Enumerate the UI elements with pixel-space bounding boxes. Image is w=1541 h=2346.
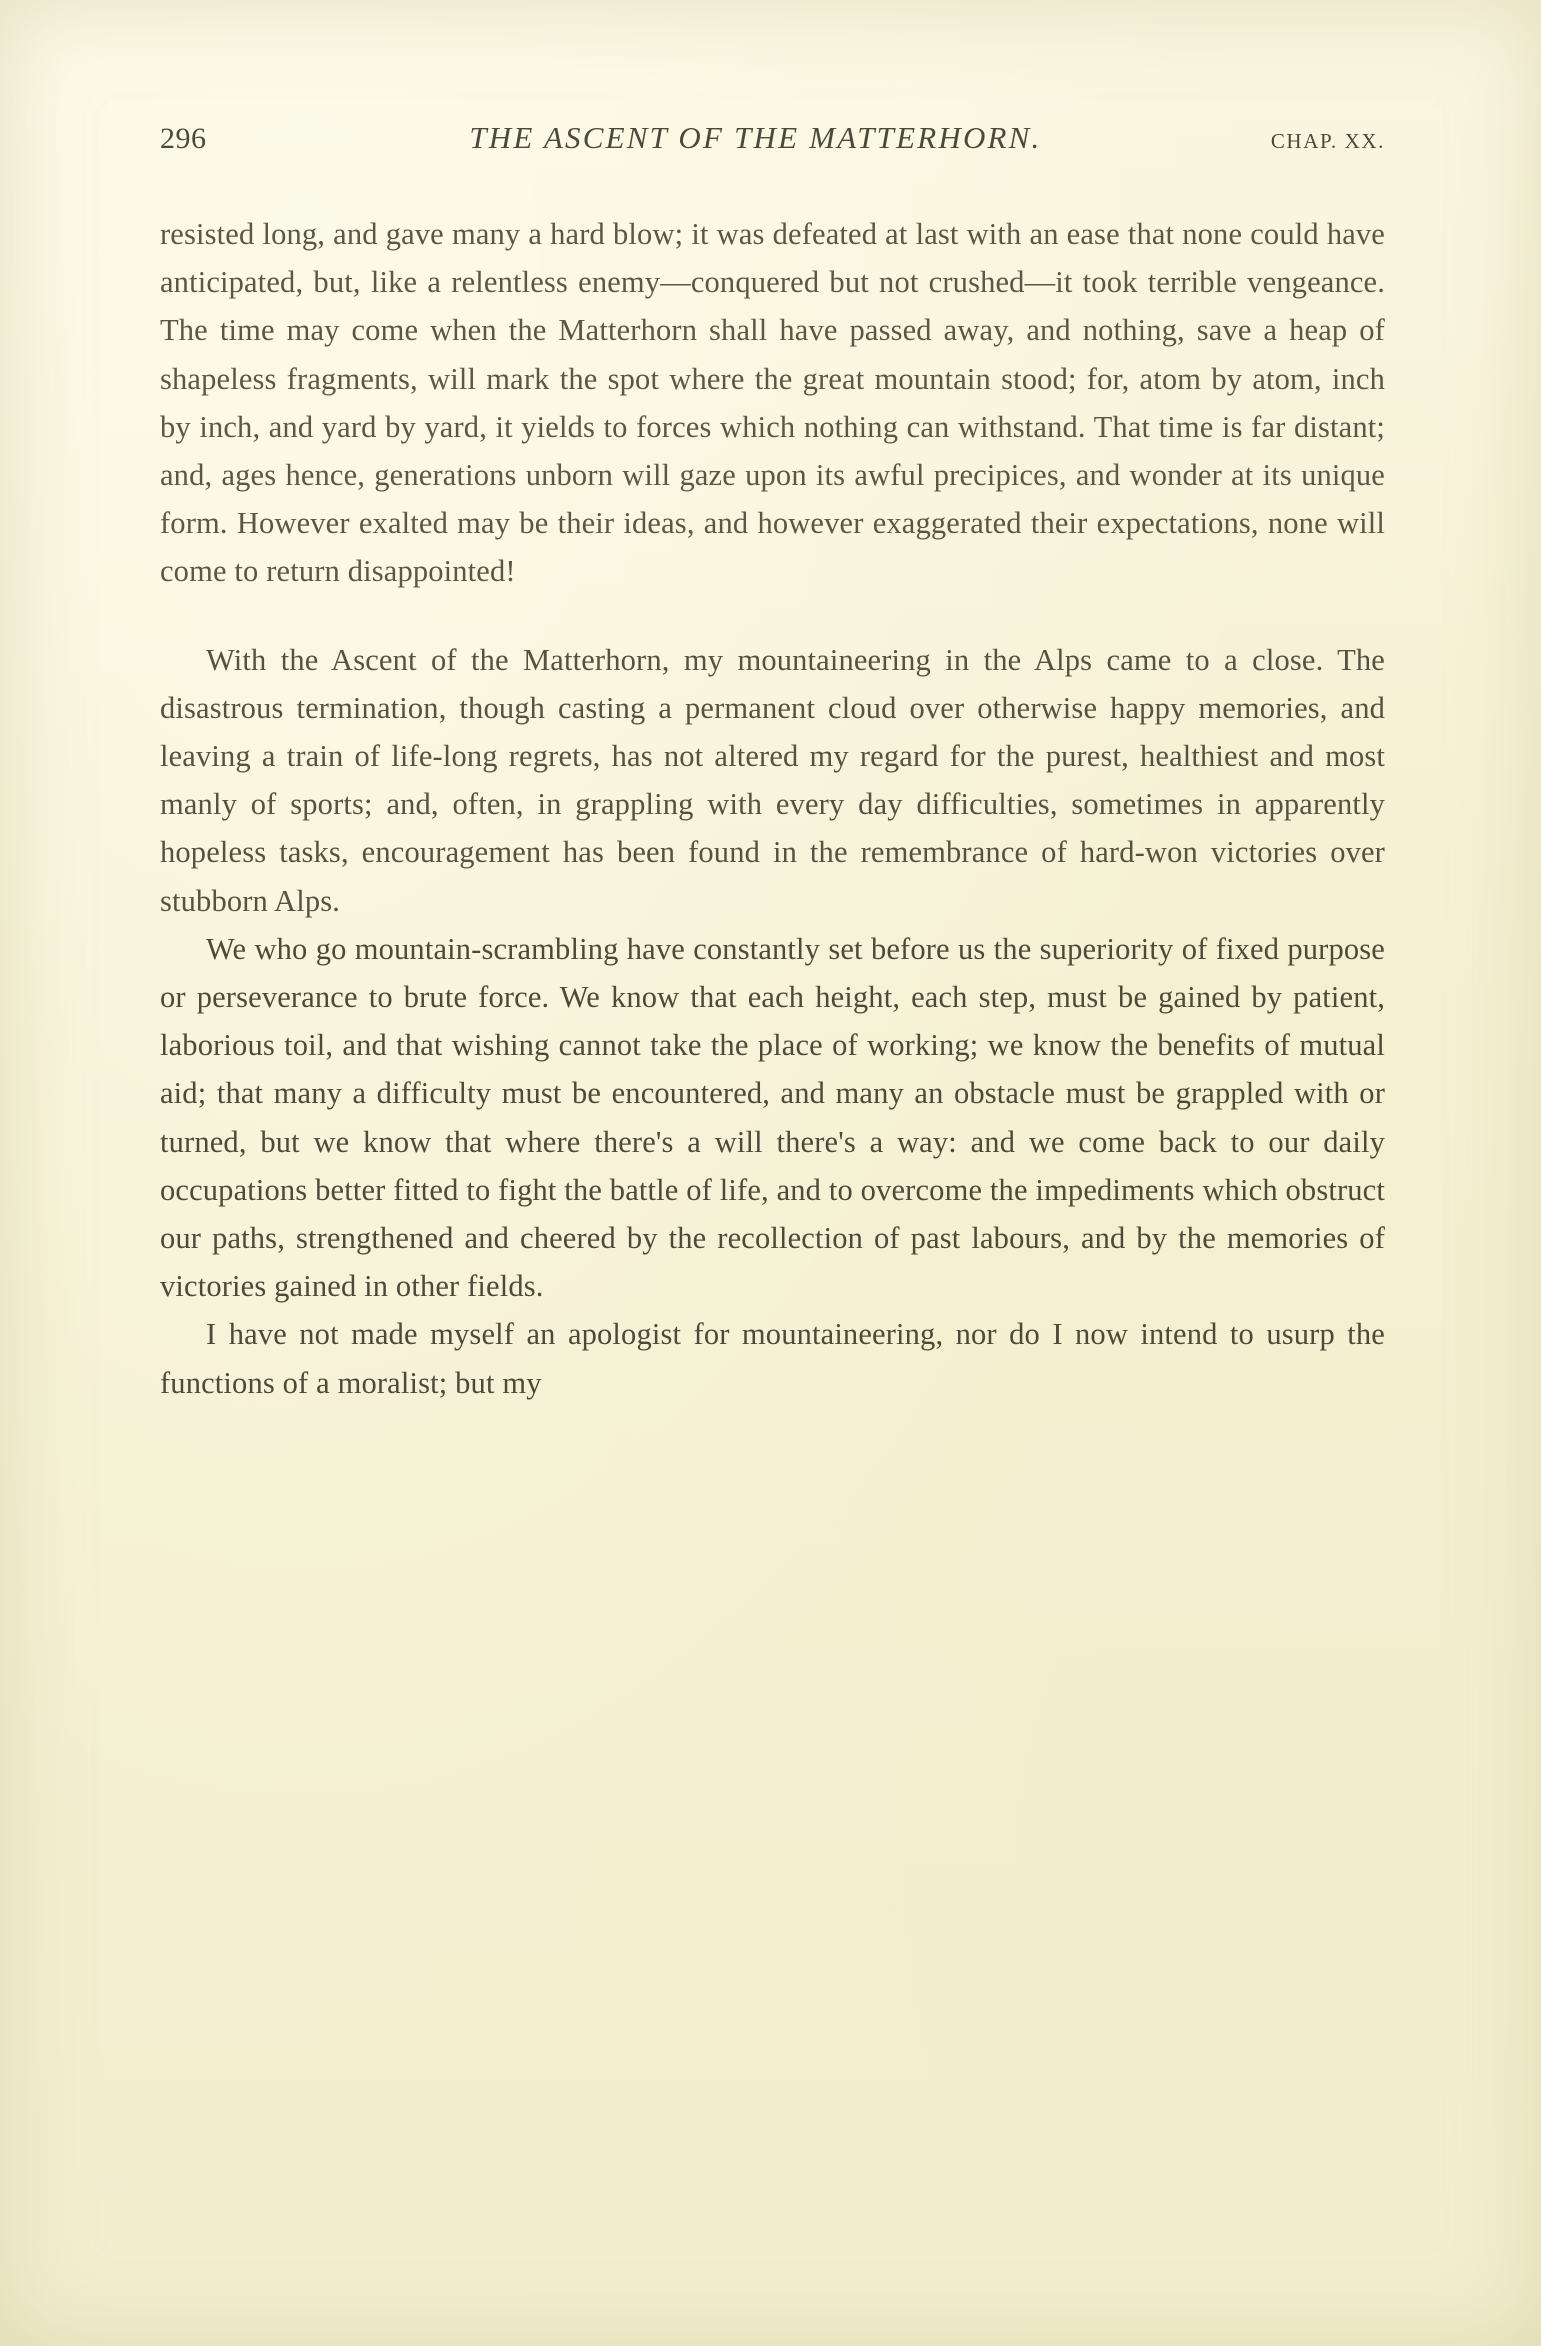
body-text [160,210,1385,1407]
paragraph-2: With the Ascent of the Matterhorn, my mountaineering in the Alps came to a close. The disastrous termination, though casting a permanent cloud over otherwise happy memories, and leaving a train of life-long regrets, has not altered my regard for the purest, healthiest and most manly of sports; and, often, in grappling with every day difficulties, sometimes in apparently hopeless tasks, encouragement has been found in the remembrance of hard-won victories over stubborn Alps. [160,642,1385,918]
paragraph-1: resisted long, and gave many a hard blow; it was defeated at last with an ease that none could have anticipated, but, like a relentless enemy—conquered but not crushed—it took terrible vengeance. The time may come when the Matterhorn shall have passed away, and nothing, save a heap of shapeless fragments, will mark the spot where the great mountain stood; for, atom by atom, inch by inch, and yard by yard, it yields to forces which nothing can withstand. That time is far distant; and, ages hence, generations unborn will gaze upon its awful precipices, and wonder at its unique form. However exalted may be their ideas, and however exaggerated their expectations, none will come to return disappointed! [160,217,1385,589]
page-header [160,120,1385,156]
running-title: THE ASCENT OF THE MATTERHORN. [469,120,1042,155]
chapter-marker: CHAP. XX. [1270,129,1385,153]
paragraph-4: I have not made myself an apologist for mountaineering, nor do I now intend to usurp the functions of a moralist; but my [160,1317,1385,1400]
page-number: 296 [160,122,207,155]
paragraph-spacer [160,596,1385,636]
paragraph-3: We who go mountain-scrambling have constantly set before us the superiority of fixed purpose or perseverance to brute force. We know that each height, each step, must be gained by patient, laborious toil, and that wishing cannot take the place of working; we know the benefits of mutual aid; that many a difficulty must be encountered, and many an obstacle must be grappled with or turned, but we know that where there's a will there's a way: and we come back to our daily occupations better fitted to fight the battle of life, and to overcome the impediments which obstruct our paths, strengthened and cheered by the recollection of past labours, and by the memories of victories gained in other fields. [160,931,1385,1304]
page-content [160,120,1385,1407]
